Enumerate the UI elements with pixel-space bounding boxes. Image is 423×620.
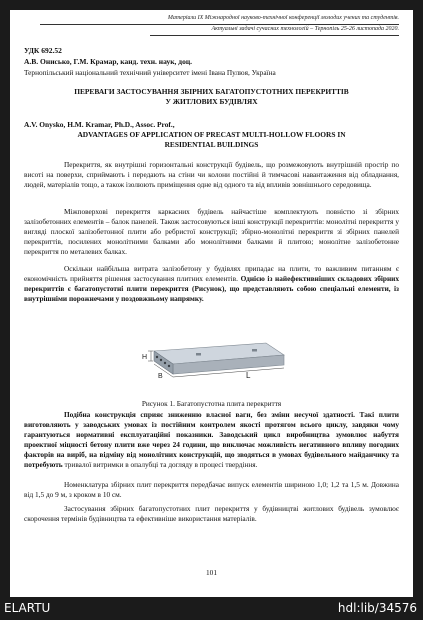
paragraph-3-bold: Однією із найефективніших складових збірних перекриттів є багатопустотні плити перекриття (Рисунок), що представляють собою спеціальні елементи, із внутрішніми порожнечами у поздовжньому напрямку. (24, 274, 400, 303)
paragraph-3: Оскільки найбільша витрата залізобетону у будівлях припадає на плити, то важливим питанням є економічність прийняття рішення застосування плитних елементів. Однією із найефективніших складових збірних перекриттів є багатопустотні плити перекриття (Рисунок), що представляють собою спеціальні елементи, із внутрішніми порожнечами у поздовжньому напрямку. (24, 264, 400, 303)
udc-code: УДК 692.52 (24, 46, 62, 55)
page-number: 101 (206, 568, 217, 577)
document-page (10, 10, 413, 597)
header-rule (40, 24, 399, 25)
width-label: B (158, 373, 163, 380)
hollow-core-slab-figure (140, 340, 290, 395)
conference-subheader: Актуальні задачі сучасних технологій – Тернопіль 25-26 листопада 2020. (211, 26, 399, 32)
paragraph-2: Міжповерхові перекриття каркасних будівель найчастіше комплектують повністю зі збірних залізобетонних елементів – балок панелей. Також застосовуються інші конструкції перекриттів: монолітні перекриття у вигляді плоскої залізобетонної плити або ребристої конструкції; збірно-монолітні перекриття зі збірних панелей перекриттів, посилених монолітними балками або монолітними балками й плитою; монолітне залізобетонне перекриття по металевих балках. (24, 207, 399, 256)
authors-uk: А.В. Онисько, Г.М. Крамар, канд. техн. наук, доц. (24, 57, 193, 66)
conference-header: Матеріали IX Міжнародної науково-технічної конференції молодих учених та студентів. (167, 15, 399, 21)
height-label: H (142, 354, 148, 361)
paragraph-4: Подібна конструкція сприяє зниженню власної ваги, без зміни несучої здатності. Такі плити виготовляють у заводських умовах із постійним контролем якості протягом всього циклу, завдяки чому гарантуються нормативні експлуатаційні показники. Заводський цикл виробництва зумовлює набуття проектної міцності бетону плити вже через 24 години, що виключає можливість негативного впливу погодних факторів на виріб, на відміну від монолітних конструкцій, що зводяться в умовах будівельного майданчику та потребують тривалої витримки в опалубці та догляду в процесі твердіння. (24, 410, 399, 469)
figure-caption: Рисунок 1. Багатопустотна плита перекриття (141, 399, 282, 408)
title-uk-line2: У ЖИТЛОВИХ БУДІВЛЯХ (165, 97, 258, 106)
title-uk-line1: ПЕРЕВАГИ ЗАСТОСУВАННЯ ЗБІРНИХ БАГАТОПУСТОТНИХ ПЕРЕКРИТТІВ (74, 87, 349, 96)
paragraph-6: Застосування збірних багатопустотних плит перекриття у будівництві житлових будівель зумовлює скорочення термінів будівництва та ефективніше використання матеріалів. (24, 504, 399, 523)
authors-en: A.V. Onysko, H.M. Kramar, Ph.D., Assoc. Prof., (24, 120, 175, 129)
title-en-line1: ADVANTAGES OF APPLICATION OF PRECAST MULTI-HOLLOW FLOORS IN (77, 130, 346, 139)
length-label: L (246, 371, 251, 380)
header-rule-2 (150, 35, 399, 36)
affiliation: Тернопільський національний технічний університет імені Івана Пулюя, Україна (24, 68, 276, 77)
repository-name: ELARTU (4, 601, 51, 615)
paragraph-4-bold: Подібна конструкція сприяє зниженню власної ваги, без зміни несучої здатності. Такі плити виготовляють у заводських умовах із постійним контролем якості протягом всього циклу, завдяки чому гарантуються нормативні експлуатаційні показники. Заводський цикл виробництва зумовлює набуття проектної міцності бетону плити вже через 24 години, що виключає можливість негативного впливу погодних факторів на виріб, на відміну від монолітних конструкцій, що зводяться в умовах будівельного майданчику та потребують (24, 410, 399, 469)
paragraph-5: Номенклатура збірних плит перекриття передбачає випуск елементів шириною 1,0; 1,2 та 1,5 м. Довжина від 1,5 до 9 м, з кроком в 10 см. (24, 480, 399, 499)
title-en-line2: RESIDENTIAL BUILDINGS (164, 140, 259, 149)
repository-footer-bar (0, 597, 423, 620)
handle-identifier: hdl:lib/34576 (337, 601, 417, 615)
paragraph-1: Перекриття, як внутрішні горизонтальні конструкції будівель, що розмежовують внутрішній простір по висоті на поверхи, сприймають і передають на стіни чи колони постійні й тимчасові навантаження від обладнання, людей, матеріалів тощо, а також ізолюють приміщення одне від одного та від впливів зовнішнього середовища. (24, 160, 399, 189)
